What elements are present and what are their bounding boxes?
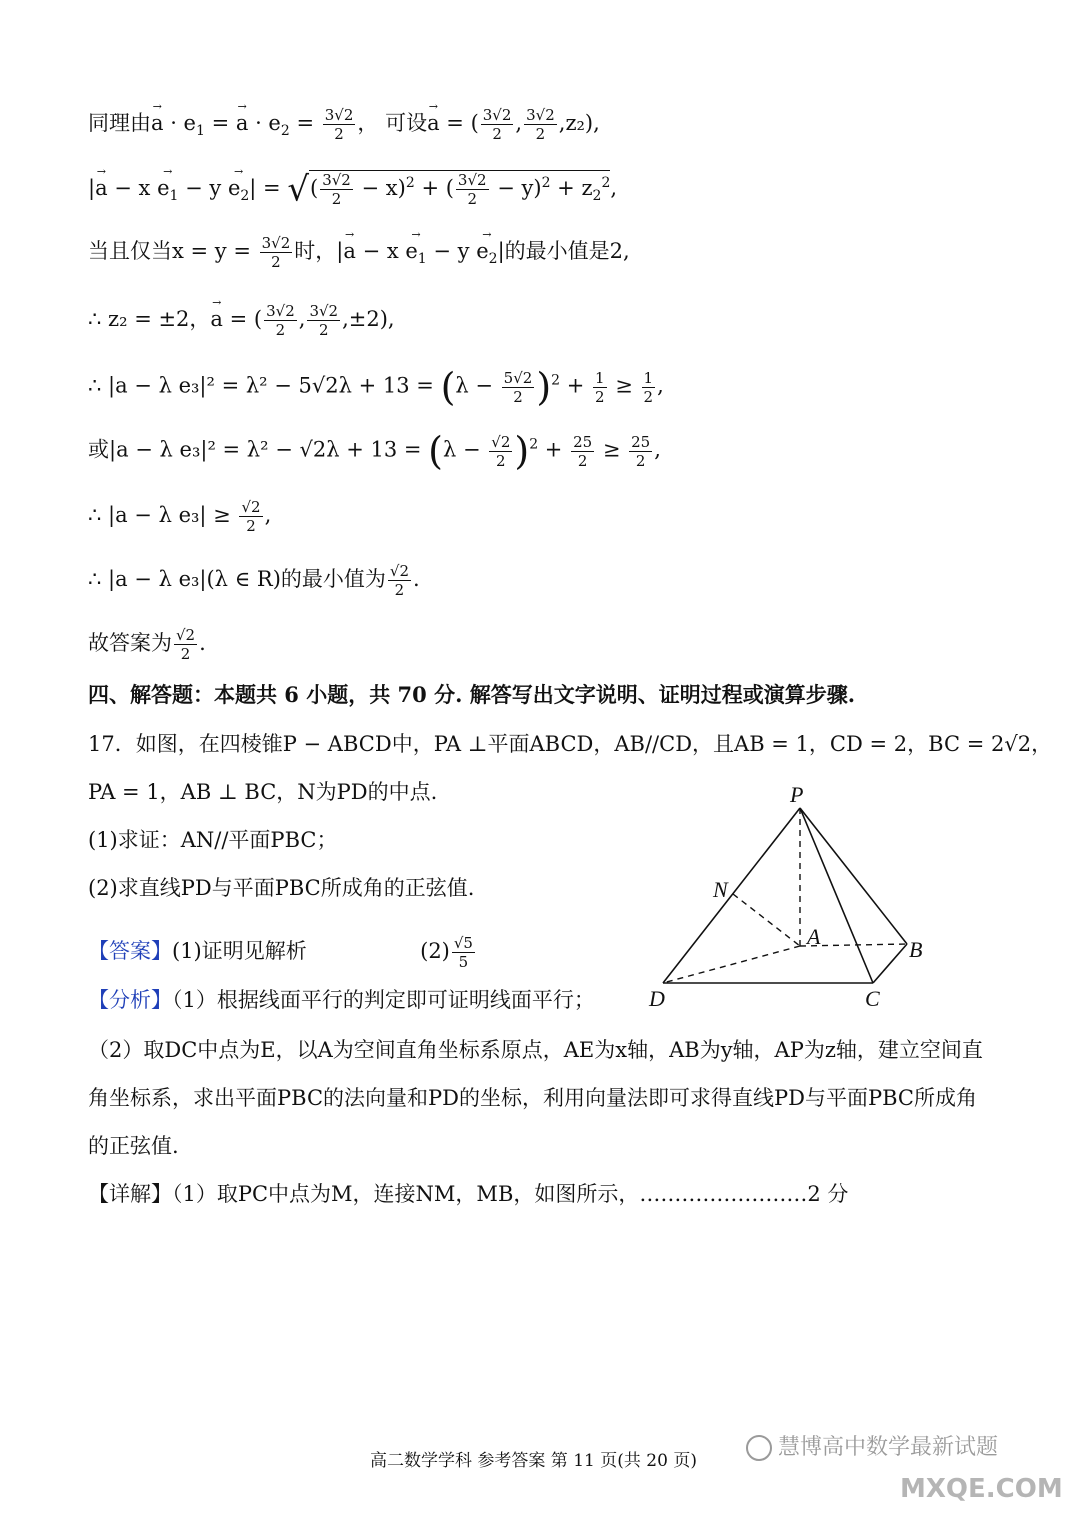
edge-PC bbox=[800, 808, 873, 983]
answer-line bbox=[88, 934, 477, 971]
analysis-line-1: 【分析】（1）根据线面平行的判定即可证明线面平行； bbox=[88, 988, 595, 1012]
edge-PD bbox=[663, 808, 800, 983]
watermark-site: MXQE.COM bbox=[900, 1474, 1063, 1504]
analysis-tag: 【分析】 bbox=[88, 988, 172, 1012]
problem-17-part-1: (1)求证：AN//平面PBC； bbox=[88, 828, 338, 852]
line-3: 当且仅当x = y = $\frac{3√2}{2}$ 时，|→ $a - x \to e_1 - y \to e_2|$的最小值是2, bbox=[88, 234, 630, 271]
line-1-mid: 可设 bbox=[385, 111, 428, 135]
analysis-line-2: （2）取DC中点为E，以A为空间直角坐标系原点，AE为x轴，AB为y轴，AP为z轴，建立空间直 bbox=[88, 1038, 983, 1062]
answer-tag: 【答案】 bbox=[88, 939, 172, 963]
label-A: A bbox=[807, 924, 821, 949]
analysis-line-4: 的正弦值. bbox=[88, 1134, 179, 1158]
label-D: D bbox=[649, 986, 665, 1010]
label-B: B bbox=[909, 937, 923, 962]
problem-17-part-2: (2)求直线PD与平面PBC所成角的正弦值. bbox=[88, 876, 475, 900]
line-8: ∴ |a − λ e₃|(λ ∈ R)的最小值为 $\frac{√2}{2}$ . bbox=[88, 562, 420, 599]
label-C: C bbox=[865, 986, 880, 1010]
answer-part-2-prefix: (2) bbox=[420, 939, 450, 963]
problem-17-line-1: 17．如图，在四棱锥P − ABCD中，PA ⊥平面ABCD，AB//CD，且AB = 1，CD = 2，BC = 2√2， bbox=[88, 732, 1053, 756]
line-5: ∴ |a − λ e₃|² = λ² − 5√2λ + 13 = (λ − $\frac{5√2}{2}$ )$^2$ + $\frac{1}{2}$ ≥ $\frac{1}{2}$ , bbox=[88, 365, 664, 409]
answer-part-2-fraction: $\frac{√5}{5}$ bbox=[453, 934, 473, 971]
watermark bbox=[746, 1430, 1063, 1504]
label-N: N bbox=[713, 877, 728, 902]
watermark-text: 慧博高中数学最新试题 bbox=[778, 1435, 999, 1460]
pyramid-figure bbox=[645, 780, 945, 1010]
line-6: 或|a − λ e₃|² = λ² − √2λ + 13 = (λ − $\frac{√2}{2}$ )$^2$ + $\frac{25}{2}$ ≥ $\frac{25}{2}$ , bbox=[88, 429, 661, 473]
fraction: $\frac{3√2}{2}$ bbox=[324, 106, 354, 143]
analysis-line-3: 角坐标系，求出平面PBC的法向量和PD的坐标，利用向量法即可求得直线PD与平面PBC所成角 bbox=[88, 1086, 977, 1110]
answer-part-1: (1)证明见解析 bbox=[172, 939, 307, 963]
edge-NA bbox=[733, 894, 800, 946]
edge-AD bbox=[663, 946, 800, 983]
line-2: |→ $a - x \to e_1 - y \to e_2|$ = √( $\frac{3√2}{2}$ − x)$^2$ + ( $\frac{3√2}{2}$ − $y)^2 + z_2^2$, bbox=[88, 170, 617, 208]
label-P: P bbox=[790, 782, 804, 807]
page-footer: 高二数学学科 参考答案 第 11 页(共 20 页) bbox=[370, 1451, 697, 1471]
edge-CB bbox=[873, 944, 907, 983]
section-heading: 四、解答题：本题共 6 小题，共 70 分. 解答写出文字说明、证明过程或演算步骤. bbox=[88, 682, 856, 707]
line-4: ∴ z₂ = ±2，→ a = ( $\frac{3√2}{2}$ , $\frac{3√2}{2}$ ,±2), bbox=[88, 302, 395, 339]
line-7: ∴ |a − λ e₃| ≥ $\frac{√2}{2}$ , bbox=[88, 498, 272, 535]
wechat-icon bbox=[746, 1435, 772, 1461]
line-1: 同理由→ $a \cdot e_1$ = → $a \cdot e_2$ = $\frac{3√2}{2}$ ， 可设→ a = ( $\frac{3√2}{2}$ , $\frac{3√2}{2}$ ,z₂), bbox=[88, 106, 600, 143]
problem-17-line-2: PA = 1，AB ⊥ BC，N为PD的中点. bbox=[88, 780, 438, 804]
line-1-prefix: 同理由 bbox=[88, 111, 151, 135]
line-9: 故答案为 $\frac{√2}{2}$ . bbox=[88, 626, 206, 663]
detail-line: 【详解】（1）取PC中点为M，连接NM，MB，如图所示，……………………2 分 bbox=[88, 1182, 849, 1206]
